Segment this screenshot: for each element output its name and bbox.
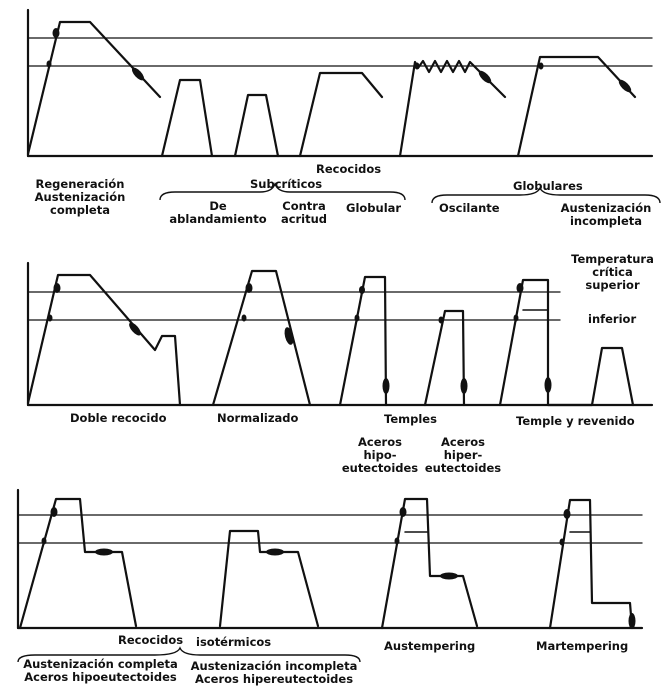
hipo-line2: hipo- xyxy=(363,448,397,462)
subcriticos-label: Subcríticos xyxy=(250,177,323,191)
curve-normalizado xyxy=(213,271,310,405)
temp-critica-line3: superior xyxy=(585,278,640,292)
curve-temple-hipo xyxy=(340,277,386,405)
oscilante-label: Oscilante xyxy=(439,201,500,215)
curve-contra-acritud xyxy=(235,95,278,156)
ablandamiento-line1: De xyxy=(209,199,227,213)
austempering-label: Austempering xyxy=(384,639,476,653)
aus-incompleta-line1: Austenización xyxy=(560,201,652,215)
curve-doble-recocido xyxy=(28,275,180,405)
inferior-label: inferior xyxy=(588,312,637,326)
iso-hiper-line2: Aceros hipereutectoides xyxy=(194,672,354,686)
regeneracion-label xyxy=(30,178,130,217)
ablandamiento-label xyxy=(168,200,268,226)
contra-line1: Contra xyxy=(282,199,326,213)
curve-temple-hiper xyxy=(425,311,464,405)
curve-aus-incompleta xyxy=(518,57,635,156)
regeneracion-line1: Regeneración xyxy=(35,177,125,191)
doble-recocido-label: Doble recocido xyxy=(70,411,167,425)
aus-incompleta-label xyxy=(556,202,656,228)
hipo-line1: Aceros xyxy=(358,435,402,449)
curve-temple-revenido xyxy=(500,280,633,405)
iso-hipo-line2: Aceros hipoeutectoides xyxy=(24,670,177,684)
curve-austempering xyxy=(382,499,477,628)
isotermicos-label: isotérmicos xyxy=(196,635,272,649)
hiper-line3: eutectoides xyxy=(424,461,502,475)
curve-isotermico-hiper xyxy=(220,531,318,626)
martempering-label: Martempering xyxy=(536,639,629,653)
temples-label: Temples xyxy=(384,412,437,426)
iso-hiper-label xyxy=(185,660,363,686)
recocidos-label: Recocidos xyxy=(316,162,382,176)
panel1-critical-lines xyxy=(28,38,652,66)
curve-oscilante xyxy=(400,61,505,156)
hipo-line3: eutectoides xyxy=(341,461,419,475)
curve-ablandamiento xyxy=(162,80,212,156)
temp-critica-label xyxy=(565,253,660,292)
hiper-label xyxy=(423,436,503,475)
iso-hiper-line1: Austenización incompleta xyxy=(190,659,358,673)
panel1-axes xyxy=(28,10,652,156)
contra-line2: acritud xyxy=(280,212,328,226)
aus-incompleta-line2: incompleta xyxy=(569,214,643,228)
curve-regeneracion xyxy=(28,22,160,154)
curve-globular xyxy=(300,73,382,156)
panel2-axes xyxy=(28,263,652,405)
ablandamiento-line2: ablandamiento xyxy=(169,212,267,226)
iso-hipo-line1: Austenización completa xyxy=(23,657,178,671)
hiper-line1: Aceros xyxy=(441,435,485,449)
hiper-line2: hiper- xyxy=(443,448,483,462)
hipo-label xyxy=(340,436,420,475)
panel3-critical-lines xyxy=(18,515,642,543)
temp-critica-line1: Temperatura xyxy=(571,252,654,266)
contra-acritud-label xyxy=(278,200,330,226)
iso-hipo-label xyxy=(18,658,183,684)
normalizado-label: Normalizado xyxy=(217,411,299,425)
curve-isotermico-hipo xyxy=(20,499,136,628)
temp-critica-line2: crítica xyxy=(592,265,633,279)
temple-revenido-label: Temple y revenido xyxy=(516,414,635,428)
recocidos-iso-label: Recocidos xyxy=(118,633,184,647)
panel3-axes xyxy=(18,490,642,628)
curve-martempering xyxy=(550,500,632,628)
globulares-label: Globulares xyxy=(513,179,583,193)
regeneracion-line2: Austenización xyxy=(34,190,126,204)
regeneracion-line3: completa xyxy=(50,203,110,217)
globular-label: Globular xyxy=(346,201,402,215)
